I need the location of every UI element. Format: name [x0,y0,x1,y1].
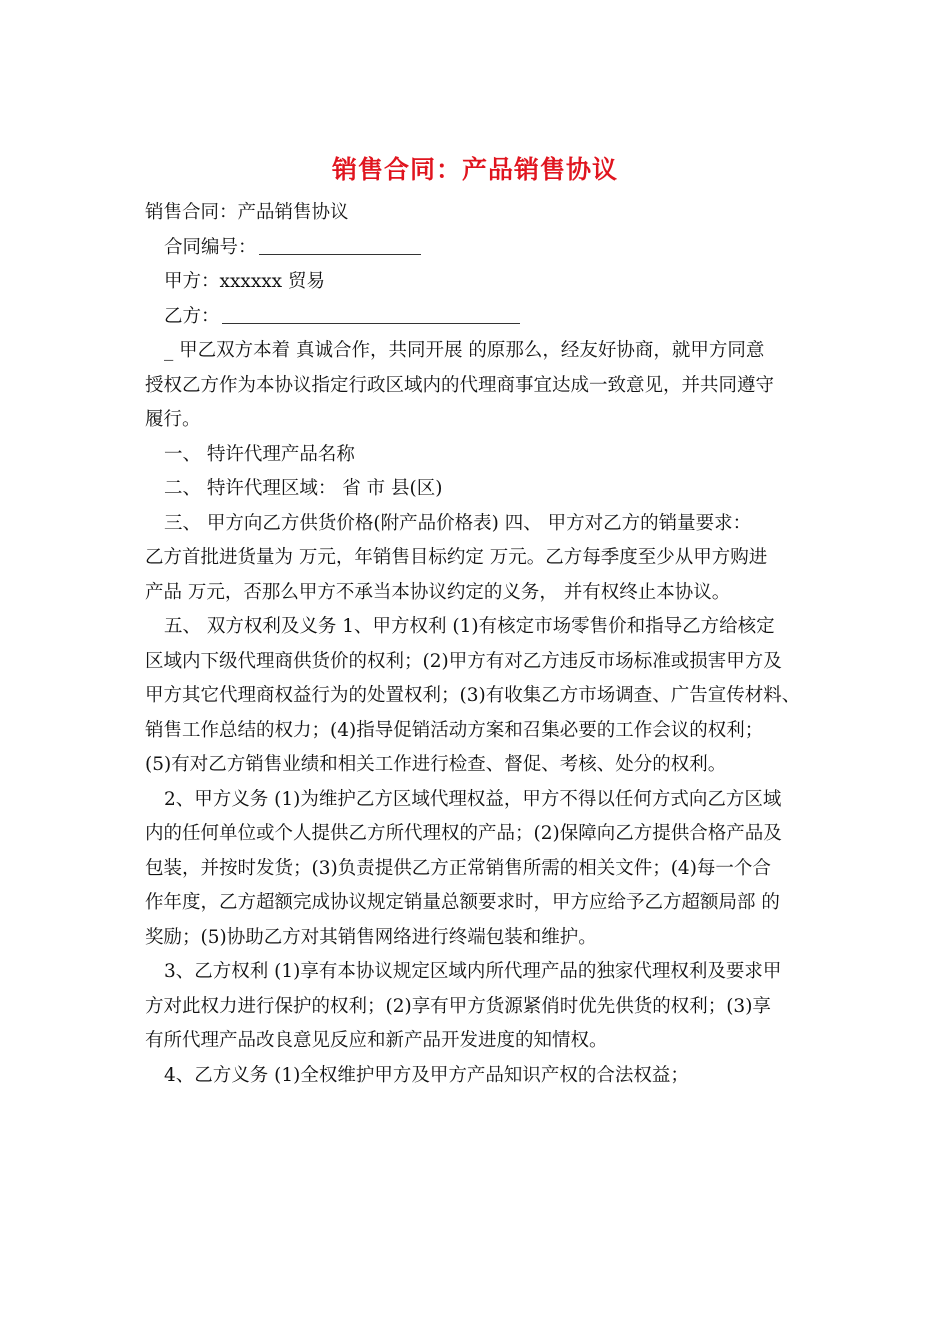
paragraph-line: 履行。 [145,409,201,430]
clause-heading: 4、乙方义务 (1)全权维护甲方及甲方产品知识产权的合法权益； [164,1064,689,1086]
paragraph-line: 授权乙方作为本协议指定行政区域内的代理商事宜达成一致意见，并共同遵守 [145,374,775,396]
clause-heading: 一、 特许代理产品名称 [164,443,355,465]
clause-heading: 三、 甲方向乙方供货价格(附产品价格表) 四、 甲方对乙方的销量要求： [164,512,752,534]
party-a-value: xxxxxx 贸易 [219,271,325,292]
clause-heading: 二、 特许代理区域： 省 市 县(区) [164,478,443,499]
party-a-label: 甲方： [164,271,220,292]
document-body [145,196,825,1093]
contract-number-line [145,231,825,266]
clause-heading: 2、甲方义务 (1)为维护乙方区域代理权益，甲方不得以任何方式向乙方区域 [164,788,782,810]
paragraph-line: 有所代理产品改良意见反应和新产品开发进度的知情权。 [145,1030,608,1051]
paragraph-line: (5)有对乙方销售业绩和相关工作进行检查、督促、考核、处分的权利。 [145,754,727,775]
document-title: 销售合同：产品销售协议 [331,155,618,184]
paragraph-line: _ 甲乙双方本着 真诚合作，共同开展 的原那么，经友好协商，就甲方同意 [164,340,765,361]
paragraph-line: 作年度，乙方超额完成协议规定销量总额要求时，甲方应给予乙方超额局部 的 [145,892,780,913]
paragraph-line: 产品 万元，否那么甲方不承当本协议约定的义务， 并有权终止本协议。 [145,581,731,603]
clause-heading: 3、乙方权利 (1)享有本协议规定区域内所代理产品的独家代理权利及要求甲 [164,961,782,982]
party-b-blank [222,303,520,324]
paragraph-line: 奖励；(5)协助乙方对其销售网络进行终端包装和维护。 [145,926,597,948]
paragraph-line: 区域内下级代理商供货价的权利；(2)甲方有对乙方违反市场标准或损害甲方及 [145,650,782,672]
paragraph-line: 内的任何单位或个人提供乙方所代理权的产品；(2)保障向乙方提供合格产品及 [145,823,782,844]
contract-number-blank [259,234,421,255]
clause-heading: 五、 双方权利及义务 1、甲方权利 (1)有核定市场零售价和指导乙方给核定 [164,616,775,637]
paragraph-line: 甲方其它代理商权益行为的处置权利；(3)有收集乙方市场调查、广告宣传材料、 [145,685,801,706]
party-b-line [145,300,825,335]
paragraph-line: 销售工作总结的权力；(4)指导促销活动方案和召集必要的工作会议的权利； [145,719,764,741]
paragraph-line: 包装，并按时发货；(3)负责提供乙方正常销售所需的相关文件；(4)每一个合 [145,857,771,879]
paragraph-line: 乙方首批进货量为 万元，年销售目标约定 万元。乙方每季度至少从甲方购进 [145,547,768,568]
paragraph-line: 方对此权力进行保护的权利；(2)享有甲方货源紧俏时优先供货的权利；(3)享 [145,995,771,1017]
document-subtitle: 销售合同：产品销售协议 [145,202,349,223]
party-b-label: 乙方： [164,305,220,327]
party-a-line [145,265,825,300]
contract-number-label: 合同编号： [164,236,257,258]
